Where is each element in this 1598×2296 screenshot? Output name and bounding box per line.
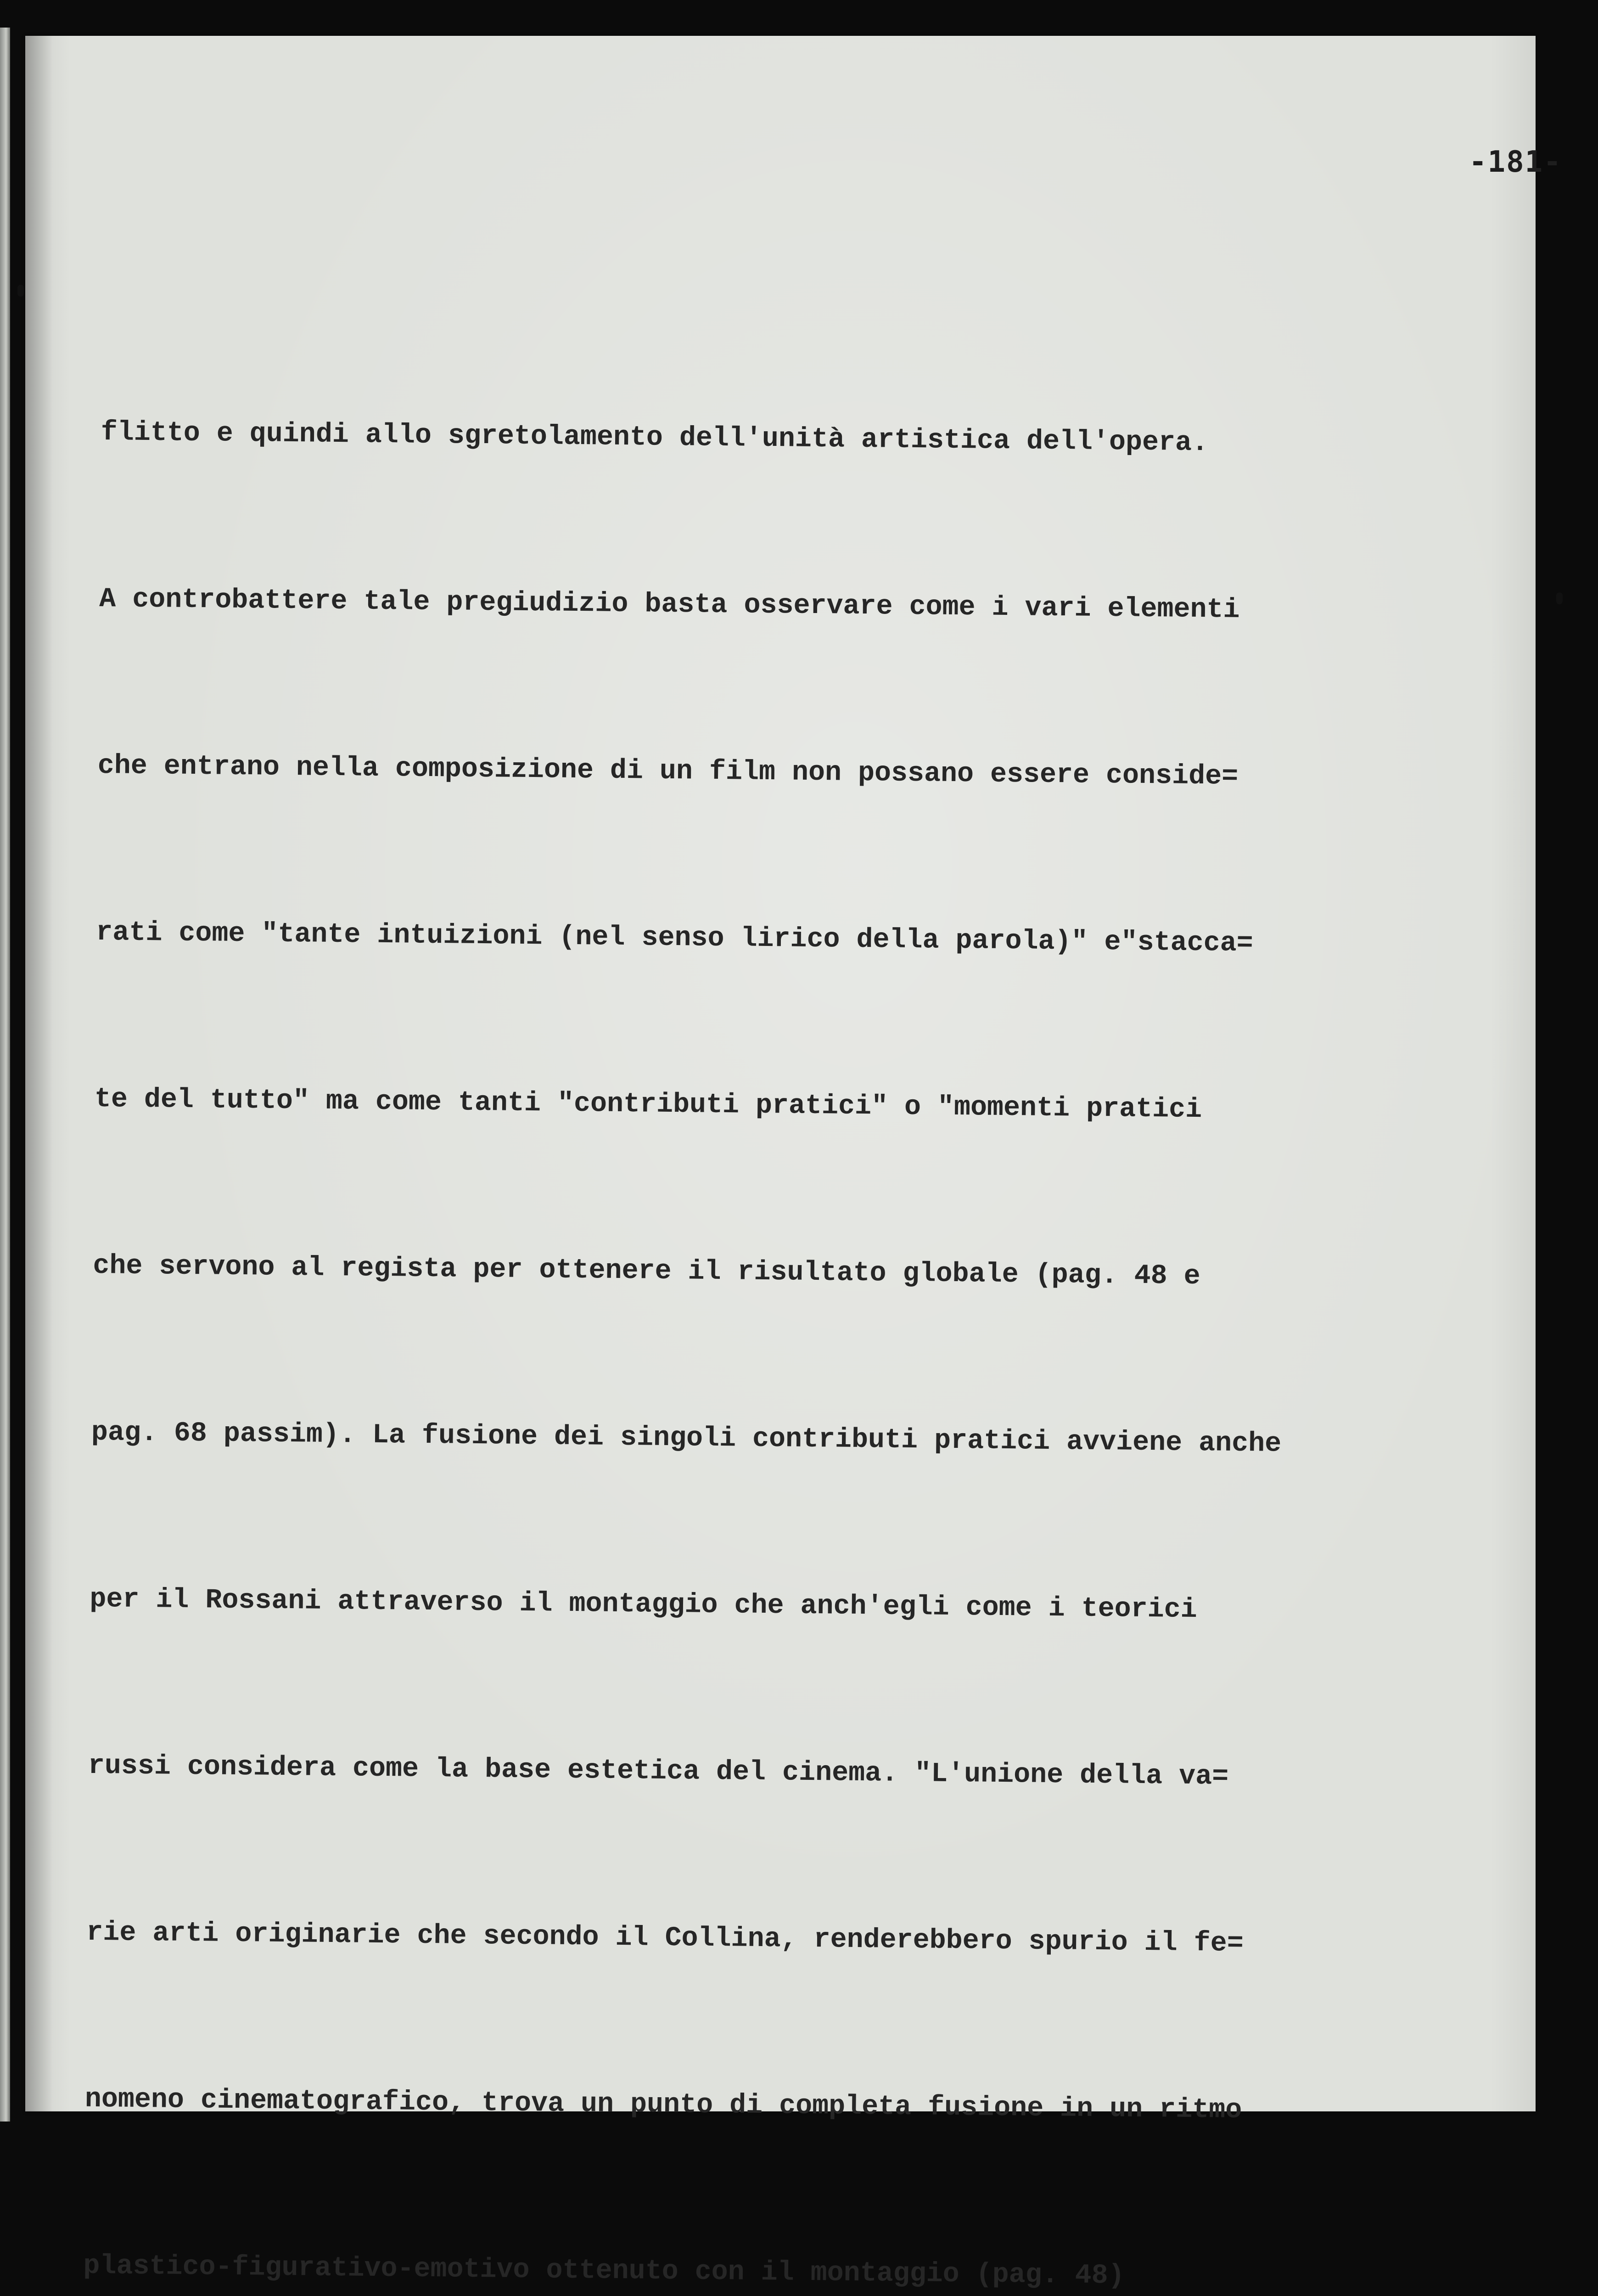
binding-shadow (25, 36, 53, 2111)
page-body (36, 183, 1522, 2296)
binding-mark (1556, 592, 1563, 604)
text-line: A controbattere tale pregiudizio basta osservare come i vari elementi (99, 583, 1240, 626)
text-line: pag. 68 passim). La fusione dei singoli contributi pratici avviene anche (91, 1417, 1282, 1460)
text-line: plastico-figurativo-emotivo ottenuto con il montaggio (pag. 48) (83, 2250, 1125, 2292)
typewritten-page (25, 36, 1562, 2292)
text-line: russi considera come la base estetica del cinema. "L'unione della va= (88, 1750, 1229, 1793)
text-line: nomeno cinematografico, trova un punto di completa fusione in un ritmo (84, 2083, 1242, 2126)
page-number: -181- (1469, 145, 1562, 179)
previous-page-edge (0, 28, 10, 2122)
text-line: te del tutto" ma come tanti "contributi pratici" o "momenti pratici (94, 1083, 1202, 1126)
binding-mark (17, 285, 24, 297)
text-line: che entrano nella composizione di un film non possano essere conside= (97, 750, 1239, 793)
text-line: per il Rossani attraverso il montaggio che anch'egli come i teorici (90, 1583, 1198, 1626)
text-line: che servono al regista per ottenere il risultato globale (pag. 48 e (93, 1250, 1200, 1293)
paragraph (82, 294, 1521, 2296)
text-line: rati come "tante intuizioni (nel senso lirico della parola)" e"stacca= (95, 917, 1253, 960)
text-line: rie arti originarie che secondo il Collina, renderebbero spurio il fe= (86, 1917, 1244, 1960)
text-line: flitto e quindi allo sgretolamento dell'unità artistica dell'opera. (101, 416, 1209, 459)
